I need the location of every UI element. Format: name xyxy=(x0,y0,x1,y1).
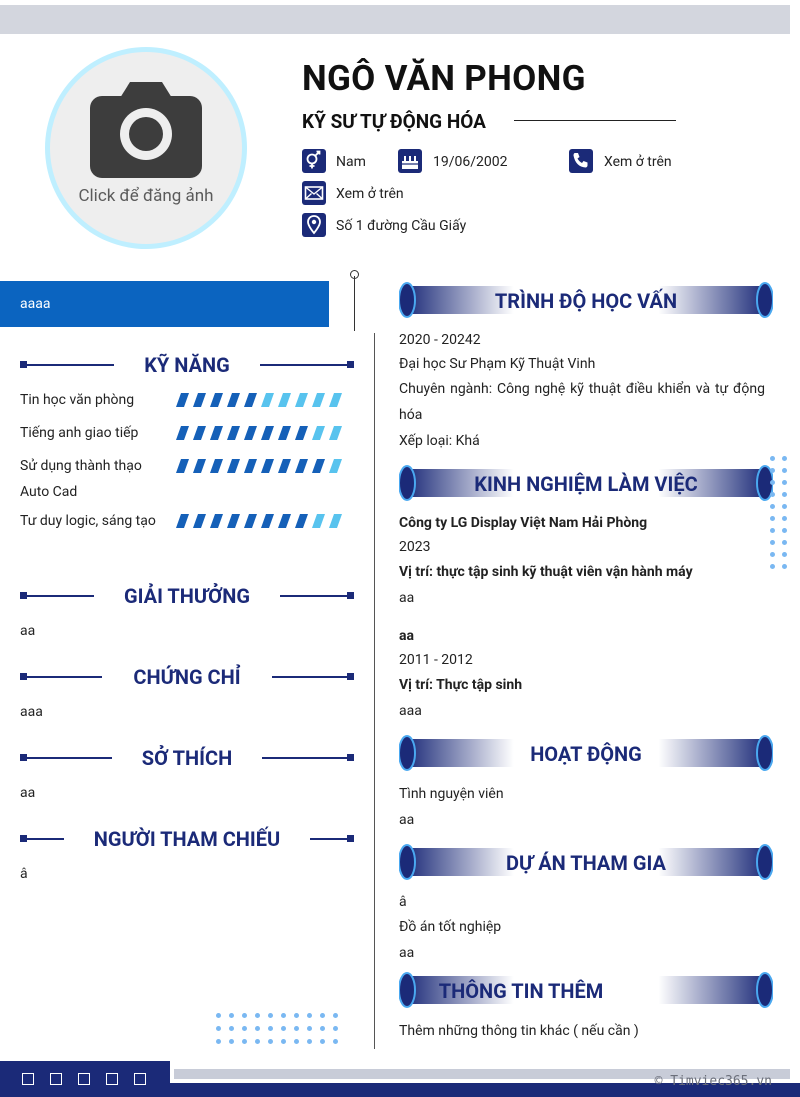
title-divider xyxy=(514,120,676,121)
decorative-dot xyxy=(229,1039,234,1044)
skill-label[interactable]: Sử dụng thành thạo Auto Cad xyxy=(20,458,142,500)
education-grade[interactable]: Xếp loại: Khá xyxy=(399,433,480,449)
project-text[interactable]: Đồ án tốt nghiệp xyxy=(399,919,502,935)
decorative-dot xyxy=(770,528,775,533)
additional-info-title: THÔNG TIN THÊM xyxy=(438,979,604,1003)
education-school[interactable]: Đại học Sư Phạm Kỹ Thuật Vinh xyxy=(399,356,596,372)
birthday-cake-icon xyxy=(398,149,422,173)
certificates-title: CHỨNG CHỈ xyxy=(133,665,241,689)
additional-info-text[interactable]: Thêm những thông tin khác ( nếu cần ) xyxy=(399,1023,639,1039)
project-text[interactable]: aa xyxy=(399,945,415,961)
certificates-text[interactable]: aaa xyxy=(20,704,43,720)
decorative-dot xyxy=(782,528,787,533)
skill-bar-segment xyxy=(227,459,240,473)
job-period[interactable]: 2023 xyxy=(399,539,431,555)
additional-info-heading xyxy=(399,972,773,1008)
decorative-dot xyxy=(770,504,775,509)
job-description[interactable]: aaa xyxy=(399,703,422,719)
awards-heading xyxy=(20,584,354,608)
decorative-dot xyxy=(333,1013,338,1018)
activities-heading xyxy=(399,735,773,771)
job-position[interactable]: Vị trí: Thực tập sinh xyxy=(399,677,523,693)
decorative-dot xyxy=(268,1039,273,1044)
decorative-dot xyxy=(307,1039,312,1044)
education-major[interactable]: Chuyên ngành: Công nghệ kỹ thuật điều khiển và tự động hóa xyxy=(399,381,765,423)
skill-label[interactable]: Tiếng anh giao tiếp xyxy=(20,425,139,441)
skill-rating-bar xyxy=(176,459,346,473)
footer-square-icon xyxy=(106,1073,118,1085)
decorative-dot xyxy=(782,456,787,461)
skill-bar-segment xyxy=(278,514,291,528)
decorative-dot xyxy=(782,492,787,497)
job-company[interactable]: aa xyxy=(399,628,414,644)
skill-bar-segment xyxy=(176,459,189,473)
skill-bar-segment xyxy=(176,393,189,407)
decorative-dot xyxy=(782,468,787,473)
education-heading xyxy=(399,282,773,318)
skill-bar-segment xyxy=(193,514,206,528)
address-value[interactable]: Số 1 đường Cầu Giấy xyxy=(336,218,467,234)
decorative-dot xyxy=(782,504,787,509)
decorative-dot xyxy=(320,1039,325,1044)
projects-heading xyxy=(399,844,773,880)
awards-title: GIẢI THƯỞNG xyxy=(124,584,250,608)
location-pin-icon xyxy=(302,213,326,237)
decorative-dot xyxy=(307,1013,312,1018)
decorative-dot xyxy=(294,1026,299,1031)
column-divider-top xyxy=(354,276,355,331)
gender-value[interactable]: Nam xyxy=(336,154,366,170)
decorative-dot xyxy=(268,1013,273,1018)
column-divider xyxy=(374,333,375,1049)
skill-bar-segment xyxy=(210,459,223,473)
job-title[interactable]: KỸ SƯ TỰ ĐỘNG HÓA xyxy=(302,110,486,133)
skill-rating-bar xyxy=(176,514,346,528)
footer-copyright: © Timviec365.vn xyxy=(654,1074,772,1089)
footer-square-icon xyxy=(22,1073,34,1085)
decorative-dot xyxy=(782,516,787,521)
decorative-dot xyxy=(770,516,775,521)
education-period[interactable]: 2020 - 20242 xyxy=(399,332,481,348)
decorative-dot xyxy=(307,1026,312,1031)
skill-bar-segment xyxy=(210,393,223,407)
decorative-dot xyxy=(216,1039,221,1044)
experience-title: KINH NGHIỆM LÀM VIỆC xyxy=(474,472,698,496)
decorative-dot xyxy=(770,468,775,473)
decorative-dot xyxy=(770,540,775,545)
decorative-dot xyxy=(242,1039,247,1044)
skill-rating-bar xyxy=(176,393,346,407)
footer-square-icon xyxy=(78,1073,90,1085)
skill-bar-segment xyxy=(261,393,274,407)
decorative-dot xyxy=(770,456,775,461)
decorative-dot xyxy=(229,1013,234,1018)
skill-bar-segment xyxy=(329,393,342,407)
skill-bar-segment xyxy=(244,426,257,440)
phone-icon xyxy=(569,149,593,173)
skill-bar-segment xyxy=(210,514,223,528)
activities-title: HOẠT ĐỘNG xyxy=(530,742,642,766)
skill-bar-segment xyxy=(312,459,325,473)
skill-bar-segment xyxy=(312,426,325,440)
decorative-dot xyxy=(216,1013,221,1018)
skill-bar-segment xyxy=(227,426,240,440)
experience-heading xyxy=(399,465,773,501)
references-title: NGƯỜI THAM CHIẾU xyxy=(93,827,281,851)
decorative-dot xyxy=(229,1026,234,1031)
skill-label[interactable]: Tư duy logic, sáng tạo xyxy=(20,513,156,529)
skills-heading xyxy=(20,353,354,377)
decorative-dot xyxy=(770,552,775,557)
skill-bar-segment xyxy=(295,459,308,473)
decorative-dot xyxy=(294,1039,299,1044)
job-position[interactable]: Vị trí: thực tập sinh kỹ thuật viên vận hành máy xyxy=(399,564,693,580)
decorative-dot xyxy=(333,1039,338,1044)
decorative-dot xyxy=(242,1013,247,1018)
decorative-dot xyxy=(281,1013,286,1018)
top-bar xyxy=(0,5,790,34)
job-description[interactable]: aa xyxy=(399,590,415,606)
skill-bar-segment xyxy=(261,426,274,440)
skill-bar-segment xyxy=(312,514,325,528)
email-icon xyxy=(302,181,326,205)
skill-bar-segment xyxy=(278,426,291,440)
project-text[interactable]: â xyxy=(399,894,407,910)
activity-description[interactable]: aa xyxy=(399,812,415,828)
career-objective-text[interactable]: aaaa xyxy=(20,296,51,312)
skill-bar-segment xyxy=(244,459,257,473)
decorative-dot xyxy=(770,564,775,569)
skill-bar-segment xyxy=(261,514,274,528)
skill-bar-segment xyxy=(176,426,189,440)
decorative-dot xyxy=(281,1039,286,1044)
decorative-dot xyxy=(255,1026,260,1031)
decorative-dot xyxy=(255,1039,260,1044)
footer-square-icon xyxy=(50,1073,62,1085)
decorative-dot xyxy=(782,564,787,569)
activity-role[interactable]: Tình nguyện viên xyxy=(399,786,504,802)
hobbies-heading xyxy=(20,746,354,770)
skill-bar-segment xyxy=(278,393,291,407)
skill-bar-segment xyxy=(227,514,240,528)
camera-icon[interactable] xyxy=(90,82,202,178)
decorative-dot xyxy=(770,492,775,497)
phone-value[interactable]: Xem ở trên xyxy=(604,154,672,170)
footer xyxy=(0,1061,800,1097)
projects-title: DỰ ÁN THAM GIA xyxy=(506,851,666,875)
decorative-dot xyxy=(281,1026,286,1031)
decorative-dot xyxy=(770,480,775,485)
skill-bar-segment xyxy=(312,393,325,407)
decorative-dot xyxy=(782,480,787,485)
skill-label[interactable]: Tin học văn phòng xyxy=(20,392,135,408)
skill-bar-segment xyxy=(210,426,223,440)
skill-bar-segment xyxy=(295,393,308,407)
skill-bar-segment xyxy=(193,393,206,407)
skill-bar-segment xyxy=(227,393,240,407)
education-title: TRÌNH ĐỘ HỌC VẤN xyxy=(494,289,678,313)
decorative-dot xyxy=(294,1013,299,1018)
skill-bar-segment xyxy=(329,459,342,473)
skill-bar-segment xyxy=(176,514,189,528)
email-value[interactable]: Xem ở trên xyxy=(336,186,404,202)
skill-rating-bar xyxy=(176,426,346,440)
skill-bar-segment xyxy=(329,514,342,528)
decorative-dot xyxy=(216,1026,221,1031)
skill-bar-segment xyxy=(278,459,291,473)
skill-bar-segment xyxy=(193,426,206,440)
decorative-dot xyxy=(268,1026,273,1031)
decorative-dot xyxy=(320,1026,325,1031)
decorative-dot xyxy=(333,1026,338,1031)
decorative-dot xyxy=(242,1026,247,1031)
gender-icon xyxy=(302,149,326,173)
skill-bar-segment xyxy=(193,459,206,473)
skill-bar-segment xyxy=(295,514,308,528)
references-heading xyxy=(20,827,354,851)
skill-bar-segment xyxy=(244,514,257,528)
candidate-name[interactable]: NGÔ VĂN PHONG xyxy=(302,58,586,99)
career-objective[interactable] xyxy=(0,281,329,327)
decorative-dot xyxy=(255,1013,260,1018)
decorative-dot xyxy=(782,540,787,545)
birthday-value[interactable]: 19/06/2002 xyxy=(433,154,508,170)
skill-bar-segment xyxy=(329,426,342,440)
footer-square-icon xyxy=(134,1073,146,1085)
decorative-dot xyxy=(782,552,787,557)
hobbies-title: SỞ THÍCH xyxy=(141,746,233,770)
skill-bar-segment xyxy=(261,459,274,473)
decorative-dot xyxy=(320,1013,325,1018)
hobbies-text[interactable]: aa xyxy=(20,785,36,801)
skills-title: KỸ NĂNG xyxy=(144,353,230,377)
awards-text[interactable]: aa xyxy=(20,623,36,639)
certificates-heading xyxy=(20,665,354,689)
job-company[interactable]: Công ty LG Display Việt Nam Hải Phòng xyxy=(399,515,648,531)
references-text[interactable]: â xyxy=(20,866,28,882)
job-period[interactable]: 2011 - 2012 xyxy=(399,652,473,668)
skill-bar-segment xyxy=(295,426,308,440)
photo-upload-hint[interactable]: Click để đăng ảnh xyxy=(78,186,214,206)
skill-bar-segment xyxy=(244,393,257,407)
